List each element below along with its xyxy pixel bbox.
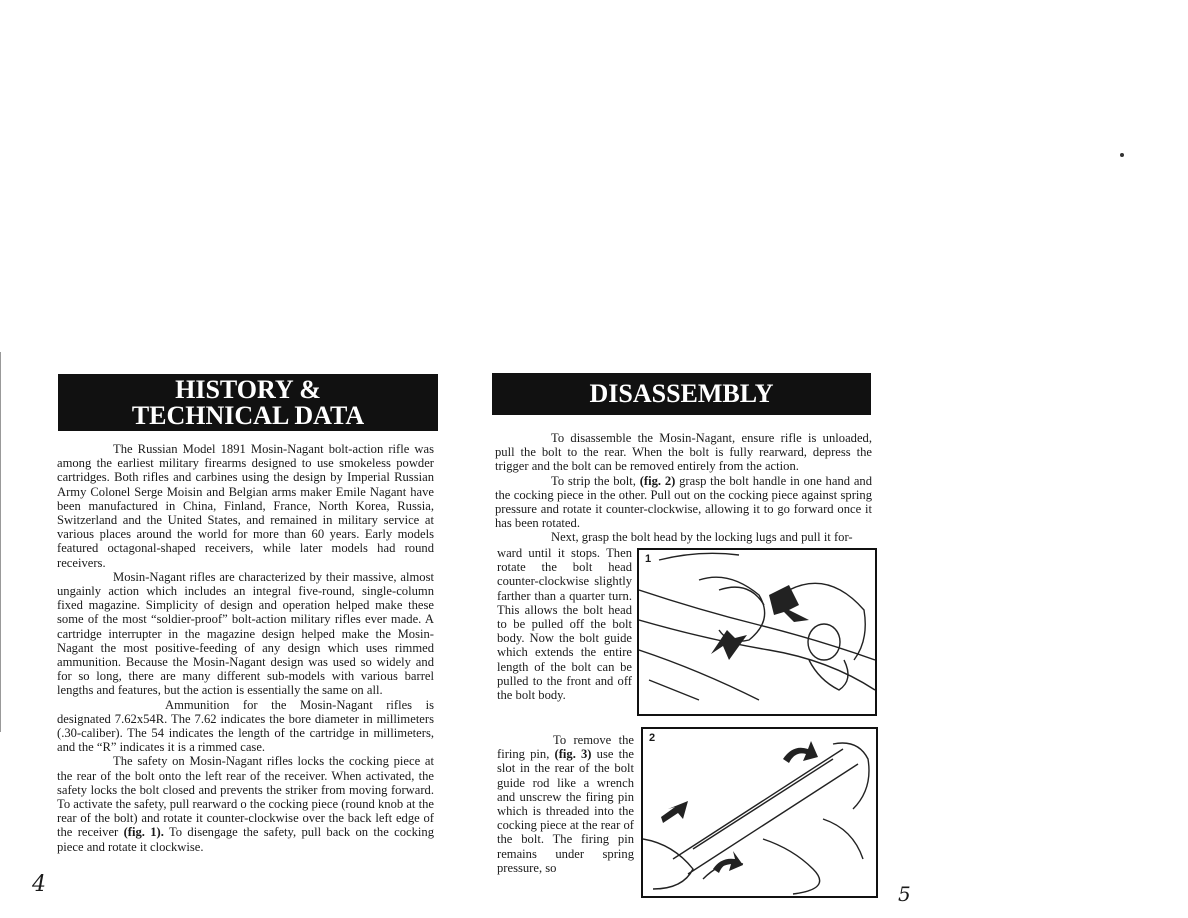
figure-1-illustration <box>639 550 875 714</box>
figure-2-strip-bolt <box>641 727 878 898</box>
page-number-left: 4 <box>32 872 46 897</box>
disassembly-paragraph-2 <box>495 474 872 531</box>
strip-text-a: To strip the bolt, <box>551 473 636 488</box>
strip-text-b: grasp the bolt handle in one hand and the cocking piece in the other. Pull out on the cocking piece against spring pressure and rotate it counter-clockwise, allowing it to go forward once it has been rotated. <box>495 473 872 531</box>
fig2-reference: (fig. 2) <box>639 473 676 488</box>
history-paragraph-1: The Russian Model 1891 Mosin-Nagant bolt-action rifle was among the earliest military firearms designed to use smokeless powder cartridges. Both rifles and carbines using the design by Imperial Russian Army Colonel Serge Moisin and Belgian arms maker Emile Nagant have been manufactured in China, Finland, France, North Korea, Russia, Switzerland and the United States, and remained in military service at various places around the world for more than 60 years. Early models featured octagonal-shaped receivers, while later models had round receivers. <box>57 442 434 570</box>
page-number-right: 5 <box>898 882 911 906</box>
safety-text-b: To disengage the safety, pull back on the cocking piece and rotate it clockwise. <box>57 825 434 854</box>
history-paragraph-4 <box>57 754 434 853</box>
page-edge-line <box>0 352 1 732</box>
disassembly-text-top <box>495 431 872 545</box>
history-text <box>57 442 434 854</box>
figure-2-label: 2 <box>649 732 656 744</box>
speck <box>1120 153 1124 157</box>
disassembly-text-beside-fig2 <box>497 733 634 875</box>
history-banner <box>58 374 438 431</box>
disassembly-text-beside-fig1 <box>497 546 632 702</box>
firing-pin-text-b: use the slot in the rear of the bolt guide rod like a wrench and unscrew the firing pin which is threaded into the cocking piece at the rear of the bolt. The firing pin remains under spring pressure, so <box>497 747 634 875</box>
figure-1-label: 1 <box>645 553 652 565</box>
history-paragraph-3: Ammunition for the Mosin-Nagant rifles is designated 7.62x54R. The 7.62 indicates the bore diameter in millimeters (.30-caliber). The 54 indicates the length of the cartridge in millimeters, and the “R” indicates it is a rimmed case. <box>57 697 434 755</box>
disassembly-banner <box>492 373 871 415</box>
disassembly-paragraph-3-rest: ward until it stops. Then rotate the bolt head counter-clockwise slightly farther than a quarter turn. This allows the bolt head to be pulled off the bolt body. Now the bolt guide which extends the entire length of the bolt can be pulled to the front and off the bolt body. <box>497 546 632 703</box>
fig1-reference: (fig. 1). <box>123 825 164 840</box>
disassembly-paragraph-3-start: Next, grasp the bolt head by the locking lugs and pull it for- <box>551 530 853 545</box>
fig3-reference: (fig. 3) <box>554 747 592 762</box>
history-title-line1: HISTORY & <box>175 375 321 404</box>
disassembly-paragraph-1: To disassemble the Mosin-Nagant, ensure rifle is unloaded, pull the bolt to the rear. When the bolt is fully rearward, depress the trigger and the bolt can be removed entirely from the action. <box>495 431 872 474</box>
figure-2-illustration <box>643 729 876 896</box>
safety-text-a: The safety on Mosin-Nagant rifles locks the cocking piece at the rear of the bolt onto the left rear of the receiver. When activated, the safety locks the bolt closed and prevents the striker from moving forward. To activate the safety, pull rearward o the cocking piece (round knob at the rear of the bolt) and rotate it counter-clockwise over the back left edge of the receiver <box>57 754 434 840</box>
disassembly-title: DISASSEMBLY <box>589 379 774 408</box>
disassembly-paragraph-4 <box>497 733 634 875</box>
history-title-line2: TECHNICAL DATA <box>131 401 365 430</box>
figure-1-bolt-safety <box>637 548 877 716</box>
history-paragraph-2: Mosin-Nagant rifles are characterized by their massive, almost ungainly action which includes an integral five-round, single-column fixed magazine. Simplicity of design and operation helped make these some of the most “soldier-proof” bolt-action military rifles ever made. A cartridge interrupter in the magazine design helped make the Mosin-Nagant the most positive-feeding of any design which uses rimmed ammunition. Because the Mosin-Nagant design was used so widely and for so long, there are many different sub-models with various barrel lengths and features, but the action is essentially the same on all. <box>57 569 434 698</box>
firing-pin-text-a: To remove the firing pin, <box>497 733 634 762</box>
